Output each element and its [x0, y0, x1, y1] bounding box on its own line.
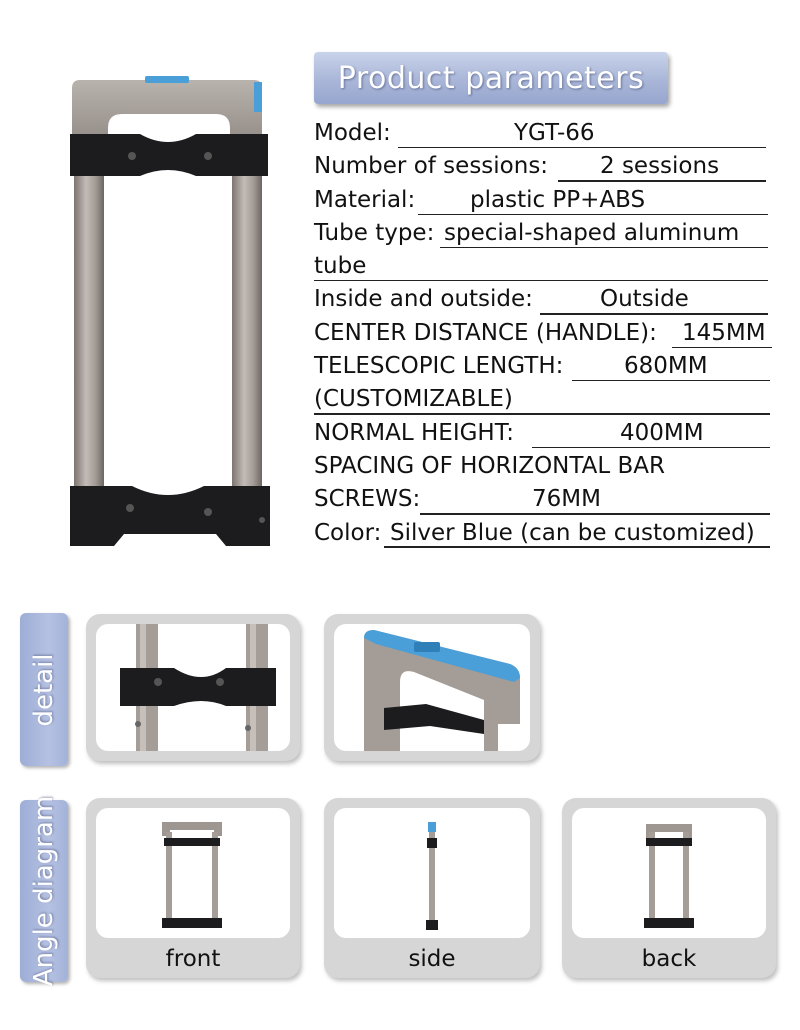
detail-card-handle: [324, 614, 540, 761]
param-label: CENTER DISTANCE (HANDLE):: [314, 319, 657, 346]
param-row-tube-type: [314, 217, 774, 250]
param-value: tube: [314, 253, 367, 280]
param-value: (CUSTOMIZABLE): [314, 386, 513, 413]
detail-card-clamp: [86, 614, 300, 761]
angle-diagram-section-tab: [20, 795, 68, 987]
back-view-label: back: [641, 946, 697, 972]
angle-card-side: [324, 798, 540, 978]
param-value: plastic PP+ABS: [470, 186, 646, 213]
detail-section-tab: [20, 613, 68, 766]
param-label: Inside and outside:: [314, 286, 533, 313]
param-row-material: [314, 184, 774, 217]
param-label: Model:: [314, 120, 391, 146]
param-label: TELESCOPIC LENGTH:: [314, 353, 564, 380]
param-row-telescopic-length-cont: [314, 383, 774, 416]
param-label: Number of sessions:: [314, 153, 549, 180]
angle-card-back: [562, 798, 776, 978]
param-value: Outside: [600, 286, 689, 313]
param-label: NORMAL HEIGHT:: [314, 419, 514, 446]
param-label: Material:: [314, 186, 416, 213]
parameter-list: [314, 117, 774, 550]
param-row-color: [314, 517, 774, 550]
param-label: SCREWS:: [314, 486, 421, 513]
param-row-screws: [314, 483, 774, 516]
param-row-sessions: [314, 150, 774, 183]
back-view-image: [572, 808, 766, 938]
side-view-image: [334, 808, 530, 938]
param-row-tube-type-cont: [314, 250, 774, 283]
front-view-image: [96, 808, 290, 938]
param-row-normal-height: [314, 417, 774, 450]
param-value: 400MM: [620, 419, 704, 446]
param-value: 76MM: [532, 486, 601, 513]
param-row-inside-outside: [314, 283, 774, 316]
angle-diagram-section-label: Angle diagram: [29, 795, 59, 987]
param-value: YGT-66: [514, 120, 595, 146]
detail-section-label: detail: [29, 652, 59, 727]
side-view-label: side: [408, 946, 456, 972]
detail-clamp-image: [96, 624, 290, 751]
param-value: 2 sessions: [600, 153, 720, 180]
param-value: 680MM: [624, 353, 708, 380]
param-row-center-distance: [314, 317, 774, 350]
param-label: SPACING OF HORIZONTAL BAR: [314, 452, 665, 479]
product-photo-handle: [40, 60, 290, 560]
param-value: special-shaped aluminum: [444, 219, 740, 246]
param-row-telescopic-length: [314, 350, 774, 383]
front-view-label: front: [165, 946, 221, 972]
param-row-model: [314, 117, 774, 150]
param-value: 145MM: [682, 319, 766, 346]
detail-handle-image: [334, 624, 530, 751]
param-label: Tube type:: [314, 219, 435, 246]
param-row-spacing: [314, 450, 774, 483]
param-value: Silver Blue (can be customized): [390, 519, 755, 546]
product-parameters-header: Product parameters: [314, 52, 668, 104]
angle-card-front: [86, 798, 300, 978]
param-label: Color:: [314, 519, 382, 546]
